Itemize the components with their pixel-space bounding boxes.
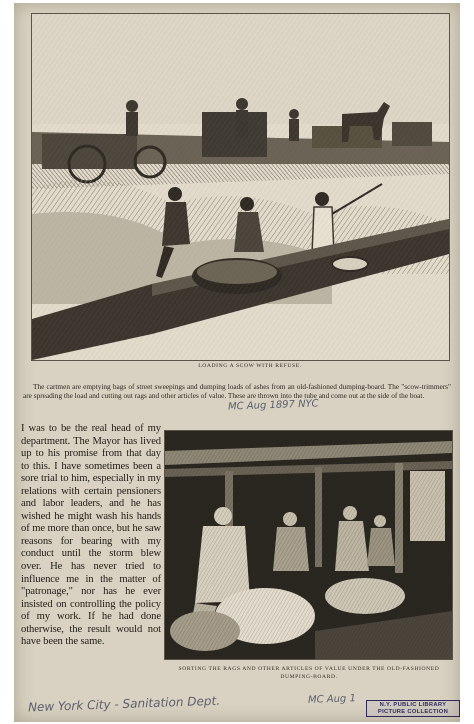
handwritten-date-annotation-bottom: MC Aug 1 bbox=[307, 693, 357, 706]
library-stamp bbox=[366, 700, 460, 717]
scow-loading-engraving bbox=[32, 14, 449, 360]
bottom-illustration bbox=[164, 430, 453, 660]
top-illustration bbox=[31, 13, 450, 361]
handwritten-subject-annotation: New York City - Sanitation Dept. bbox=[27, 693, 221, 715]
handwritten-date-annotation: MC Aug 1897 NYC bbox=[227, 398, 319, 413]
stamp-line-2: PICTURE COLLECTION bbox=[377, 708, 449, 715]
stamp-line-1: N.Y. PUBLIC LIBRARY bbox=[379, 702, 447, 708]
top-illustration-description bbox=[23, 382, 451, 401]
description-text: The cartmen are emptying bags of street sweepings and dumping loads of ashes from an old-fashioned dumping-board. The "scow-trimmers" are spreading the load and cutting out rags and other articles of value. These are thrown into the tube and come out at the side of the boat. bbox=[23, 382, 451, 401]
bottom-illustration-caption: SORTING THE RAGS AND OTHER ARTICLES OF VALUE UNDER THE OLD-FASHIONED DUMPING-BOARD. bbox=[178, 666, 440, 680]
article-body-text: I was to be the real head of my department. The Mayor has lived up to his promise from that day to this. I have sometimes been a sore trial to him, especially in my relations with certain pensioners and labor leaders, and he has wished he might wash his hands of me more than once, but he saw reasons for bearing with my conduct until the storm blew over. He has never tried to influence me in the matter of "patronage," nor has he ever insisted on controlling the policy of my work. If he had done otherwise, the result would not have been the same. bbox=[21, 423, 161, 648]
rag-sorting-engraving bbox=[165, 431, 452, 659]
top-illustration-caption: LOADING A SCOW WITH REFUSE. bbox=[198, 363, 302, 369]
